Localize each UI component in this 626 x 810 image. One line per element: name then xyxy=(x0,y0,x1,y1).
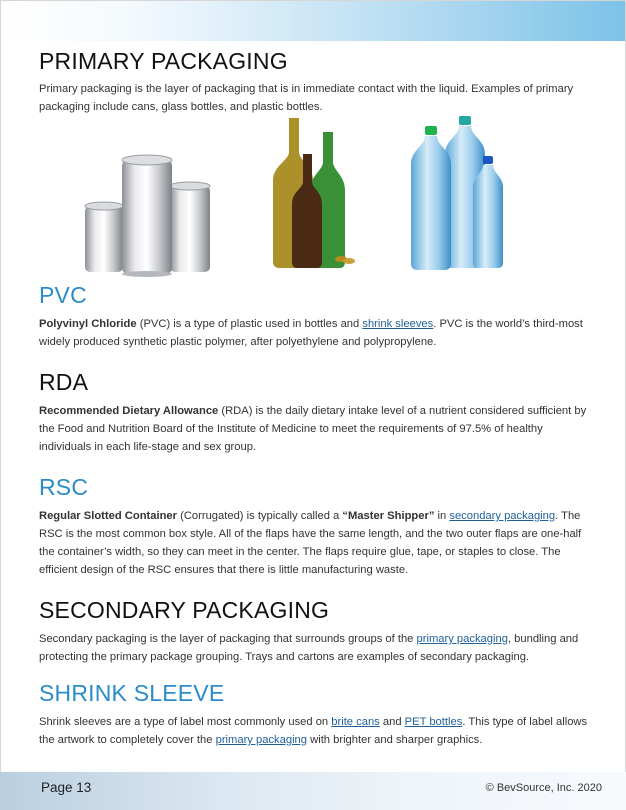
definition-text: (RDA) is the daily dietary intake level of a nutrient considered sufficient by the Food and Nutrition Board of the Institute of Medicine to meet the requirements of 97.5% of healthy individuals in each life-stage and sex group. xyxy=(39,405,587,453)
glass-bottles-image xyxy=(267,114,367,274)
link-secondary-packaging[interactable]: secondary packaging xyxy=(449,510,556,522)
link-primary-packaging[interactable]: primary packaging xyxy=(215,734,308,746)
heading-shrink-sleeve: SHRINK SLEEVE xyxy=(39,680,225,706)
page-number: Page 13 xyxy=(41,780,92,795)
definition-pvc xyxy=(39,315,594,351)
definition-primary-packaging: Primary packaging is the layer of packaging that is in immediate contact with the liquid. Examples of primary packaging include cans, glass bottles, and plastic bottles. xyxy=(39,83,574,113)
aluminum-cans-image xyxy=(76,122,216,282)
page-content xyxy=(39,46,594,749)
definition-rda xyxy=(39,402,594,456)
definition-text: with brighter and sharper graphics. xyxy=(307,734,483,746)
definition-text: . This type of label allows the artwork to completely cover the xyxy=(39,716,588,746)
heading-pvc: PVC xyxy=(39,282,87,308)
plastic-bottles-image xyxy=(411,114,511,274)
definition-text: Shrink sleeves are a type of label most commonly used on xyxy=(39,716,332,728)
heading-rsc: RSC xyxy=(39,474,89,500)
link-primary-packaging[interactable]: primary packaging xyxy=(416,633,508,645)
term-bold-master-shipper: “Master Shipper” xyxy=(342,510,435,522)
copyright-notice: © BevSource, Inc. 2020 xyxy=(485,782,602,794)
definition-secondary-packaging xyxy=(39,630,594,666)
link-brite-cans[interactable]: brite cans xyxy=(331,716,380,728)
definition-text: (PVC) is a type of plastic used in bottles and xyxy=(136,318,363,330)
definition-text: Secondary packaging is the layer of packaging that surrounds groups of the xyxy=(39,633,417,645)
heading-secondary-packaging: SECONDARY PACKAGING xyxy=(39,597,330,623)
packaging-images xyxy=(39,122,594,282)
definition-text: (Corrugated) is typically called a xyxy=(177,510,343,522)
definition-text: and xyxy=(379,716,405,728)
link-pet-bottles[interactable]: PET bottles xyxy=(404,716,463,728)
definition-text: in xyxy=(434,510,450,522)
definition-rsc xyxy=(39,507,594,579)
definition-text: , bundling and protecting the primary package grouping. Trays and cartons are examples of secondary packaging. xyxy=(39,633,579,663)
term-bold: Polyvinyl Chloride xyxy=(39,318,137,330)
definition-text: . The RSC is the most common box style. All of the flaps have the same length, and the two outer flaps are one-half the container’s width, so they can meet in the center. The flaps require glue, tape, or staples to close. The efficient design of the RSC ensures that there is little manufacturing waste. xyxy=(39,510,582,576)
term-bold: Regular Slotted Container xyxy=(39,510,177,522)
definition-shrink-sleeve xyxy=(39,713,594,749)
heading-primary-packaging: PRIMARY PACKAGING xyxy=(39,48,288,74)
definition-text: . PVC is the world’s third-most widely produced synthetic plastic polymer, after polyethylene and polypropylene. xyxy=(39,318,583,348)
heading-rda: RDA xyxy=(39,369,89,395)
term-bold: Recommended Dietary Allowance xyxy=(39,405,219,417)
link-shrink-sleeves[interactable]: shrink sleeves xyxy=(362,318,434,330)
